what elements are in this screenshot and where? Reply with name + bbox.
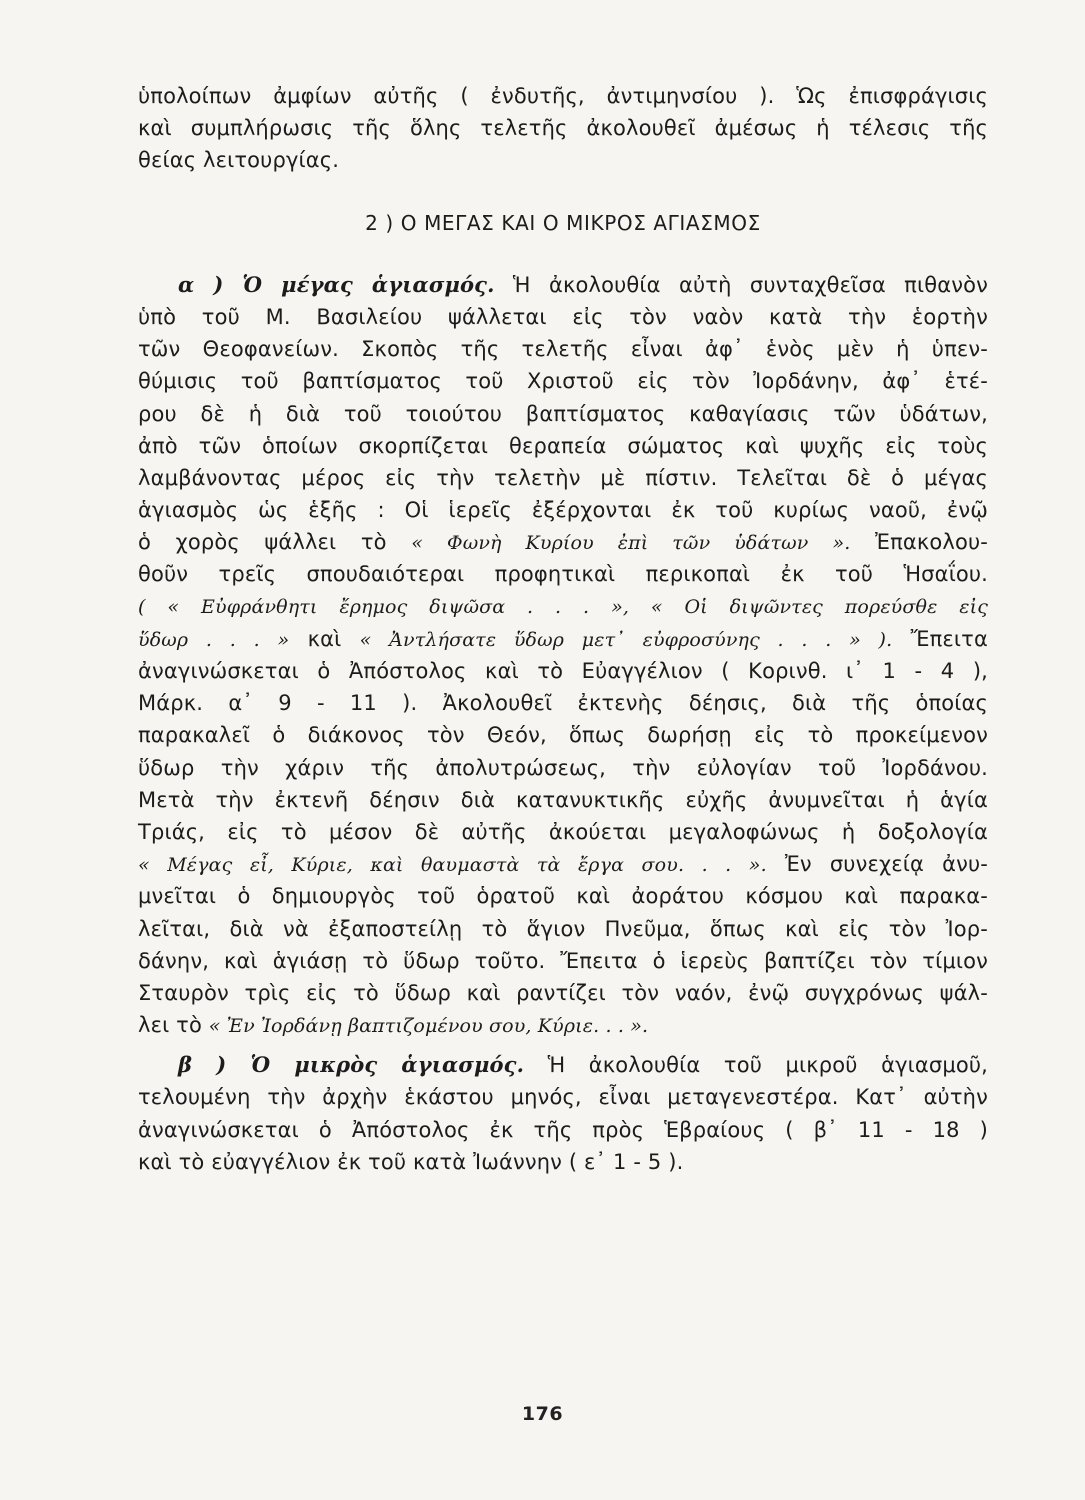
- section-heading: 2 ) Ο ΜΕΓΑΣ ΚΑΙ Ο ΜΙΚΡΟΣ ΑΓΙΑΣΜΟΣ: [365, 210, 761, 235]
- text-line: Μετὰ τὴν ἐκτενῆ δέησιν διὰ κατανυκτικῆς εὐχῆς ἀνυμνεῖται ἡ ἁγία: [138, 787, 988, 812]
- text-line: μνεῖται ὁ δημιουργὸς τοῦ ὁρατοῦ καὶ ἀοράτου κόσμου καὶ παρακα-: [138, 884, 988, 909]
- text-line: λαμβάνοντας μέρος εἰς τὴν τελετὴν μὲ πίστιν. Τελεῖται δὲ ὁ μέγας: [138, 465, 988, 490]
- text-line: θείας λειτουργίας.: [138, 148, 340, 173]
- text-span: Ἔπειτα: [892, 626, 988, 651]
- quote-italic: « Ἐν Ἰορδάνῃ βαπτιζομένου σου, Κύριε. . . ».: [208, 1015, 649, 1038]
- text-line: Μάρκ. α᾽ 9 - 11 ). Ἀκολουθεῖ ἐκτενὴς δέησις, διὰ τῆς ὁποίας: [138, 691, 988, 716]
- spacer: [138, 177, 988, 207]
- text-line: ἀναγινώσκεται ὁ Ἀπόστολος καὶ τὸ Εὐαγγέλιον ( Κορινθ. ι᾽ 1 - 4 ),: [138, 659, 988, 683]
- text-line: καὶ τὸ εὐαγγέλιον ἐκ τοῦ κατὰ Ἰωάννην ( ε᾽ 1 - 5 ).: [138, 1149, 684, 1174]
- text-line: ρου δὲ ἡ διὰ τοῦ τοιούτου βαπτίσματος καθαγίασις τῶν ὑδάτων,: [138, 401, 988, 426]
- text-line: λεῖται, διὰ νὰ ἐξαποστείλῃ τὸ ἅγιον Πνεῦμα, ὅπως καὶ εἰς τὸν Ἰορ-: [138, 916, 988, 941]
- page-number: 176: [521, 1403, 564, 1425]
- quote-italic: « Φωνὴ Κυρίου ἐπὶ τῶν ὑδάτων ».: [411, 532, 851, 555]
- quote-italic: ὕδωρ . . . »: [138, 628, 290, 651]
- text-line: θύμισις τοῦ βαπτίσματος τοῦ Χριστοῦ εἰς τὸν Ἰορδάνην, ἀφ᾽ ἑτέ-: [138, 369, 988, 394]
- text-line: [138, 848, 988, 880]
- section-a-title: α ) Ὁ μέγας ἁγιασμός.: [178, 271, 495, 297]
- section-b-title: β ) Ὁ μικρὸς ἁγιασμός.: [178, 1052, 525, 1078]
- text-span: ὁ χορὸς ψάλλει τὸ: [138, 530, 412, 555]
- text-line: [138, 526, 988, 558]
- text-line: Τριάς, εἰς τὸ μέσον δὲ αὐτῆς ἀκούεται μεγαλοφώνως ἡ δοξολογία: [138, 819, 988, 844]
- spacer: [138, 1041, 988, 1049]
- text-line: ὑπὸ τοῦ Μ. Βασιλείου ψάλλεται εἰς τὸν ναὸν κατὰ τὴν ἑορτὴν: [138, 304, 988, 329]
- text-line: ἁγιασμὸς ὡς ἑξῆς : Οἱ ἱερεῖς ἐξέρχονται ἐκ τοῦ κυρίως ναοῦ, ἐνῷ: [138, 498, 988, 523]
- text-line: [138, 623, 988, 655]
- text-line: δάνην, καὶ ἁγιάσῃ τὸ ὕδωρ τοῦτο. Ἔπειτα ὁ ἱερεὺς βαπτίζει τὸν τίμιον: [138, 948, 988, 973]
- text-line: ὕδωρ τὴν χάριν τῆς ἀπολυτρώσεως, τὴν εὐλογίαν τοῦ Ἰορδάνου.: [138, 755, 988, 780]
- text-line: [138, 1049, 988, 1081]
- text-line: ἀπὸ τῶν ὁποίων σκορπίζεται θεραπεία σώματος καὶ ψυχῆς εἰς τοὺς: [138, 433, 988, 458]
- text-line: θοῦν τρεῖς σπουδαιότεραι προφητικαὶ περικοπαὶ ἐκ τοῦ Ἡσαΐου.: [138, 562, 988, 587]
- text-span: Ἐν συνεχείᾳ ἀνυ-: [766, 852, 988, 877]
- quote-italic-line: ( « Εὐφράνθητι ἔρημος διψῶσα . . . », « Οἱ διψῶντες πορεύσθε εἰς: [138, 595, 988, 618]
- text-line: τῶν Θεοφανείων. Σκοπὸς τῆς τελετῆς εἶναι ἀφ᾽ ἑνὸς μὲν ἡ ὑπεν-: [138, 337, 988, 362]
- text-span: Ἡ ἀκολουθία αὐτὴ συνταχθεῖσα πιθανὸν: [494, 272, 988, 297]
- text-span: καὶ: [289, 626, 360, 651]
- spacer: [138, 239, 988, 269]
- body-text: [138, 80, 988, 1178]
- quote-italic: « Μέγας εἶ, Κύριε, καὶ θαυμαστὰ τὰ ἔργα σου. . . ».: [138, 854, 767, 877]
- quote-italic: « Ἀντλήσατε ὕδωρ μετ᾽ εὐφροσύνης . . . » ).: [359, 628, 893, 651]
- text-span: λει τὸ: [138, 1013, 209, 1038]
- text-line: Σταυρὸν τρὶς εἰς τὸ ὕδωρ καὶ ραντίζει τὸν ναόν, ἐνῷ συγχρόνως ψάλ-: [138, 980, 988, 1005]
- text-line: [138, 1009, 988, 1041]
- text-line: ἀναγινώσκεται ὁ Ἀπόστολος ἐκ τῆς πρὸς Ἑβραίους ( β᾽ 11 - 18 ): [138, 1117, 988, 1142]
- text-line: [138, 269, 988, 301]
- text-span: Ἡ ἀκολουθία τοῦ μικροῦ ἁγιασμοῦ,: [524, 1053, 989, 1078]
- text-line: καὶ συμπλήρωσις τῆς ὅλης τελετῆς ἀκολουθεῖ ἀμέσως ἡ τέλεσις τῆς: [138, 116, 988, 141]
- text-line: τελουμένη τὴν ἀρχὴν ἑκάστου μηνός, εἶναι μεταγενεστέρα. Κατ᾽ αὐτὴν: [138, 1085, 988, 1110]
- text-line: ὑπολοίπων ἀμφίων αὐτῆς ( ἐνδυτῆς, ἀντιμηνσίου ). Ὡς ἐπισφράγισις: [138, 84, 988, 108]
- text-span: Ἐπακολου-: [850, 530, 988, 555]
- text-line: παρακαλεῖ ὁ διάκονος τὸν Θεόν, ὅπως δωρήσῃ εἰς τὸ προκείμενον: [138, 723, 988, 748]
